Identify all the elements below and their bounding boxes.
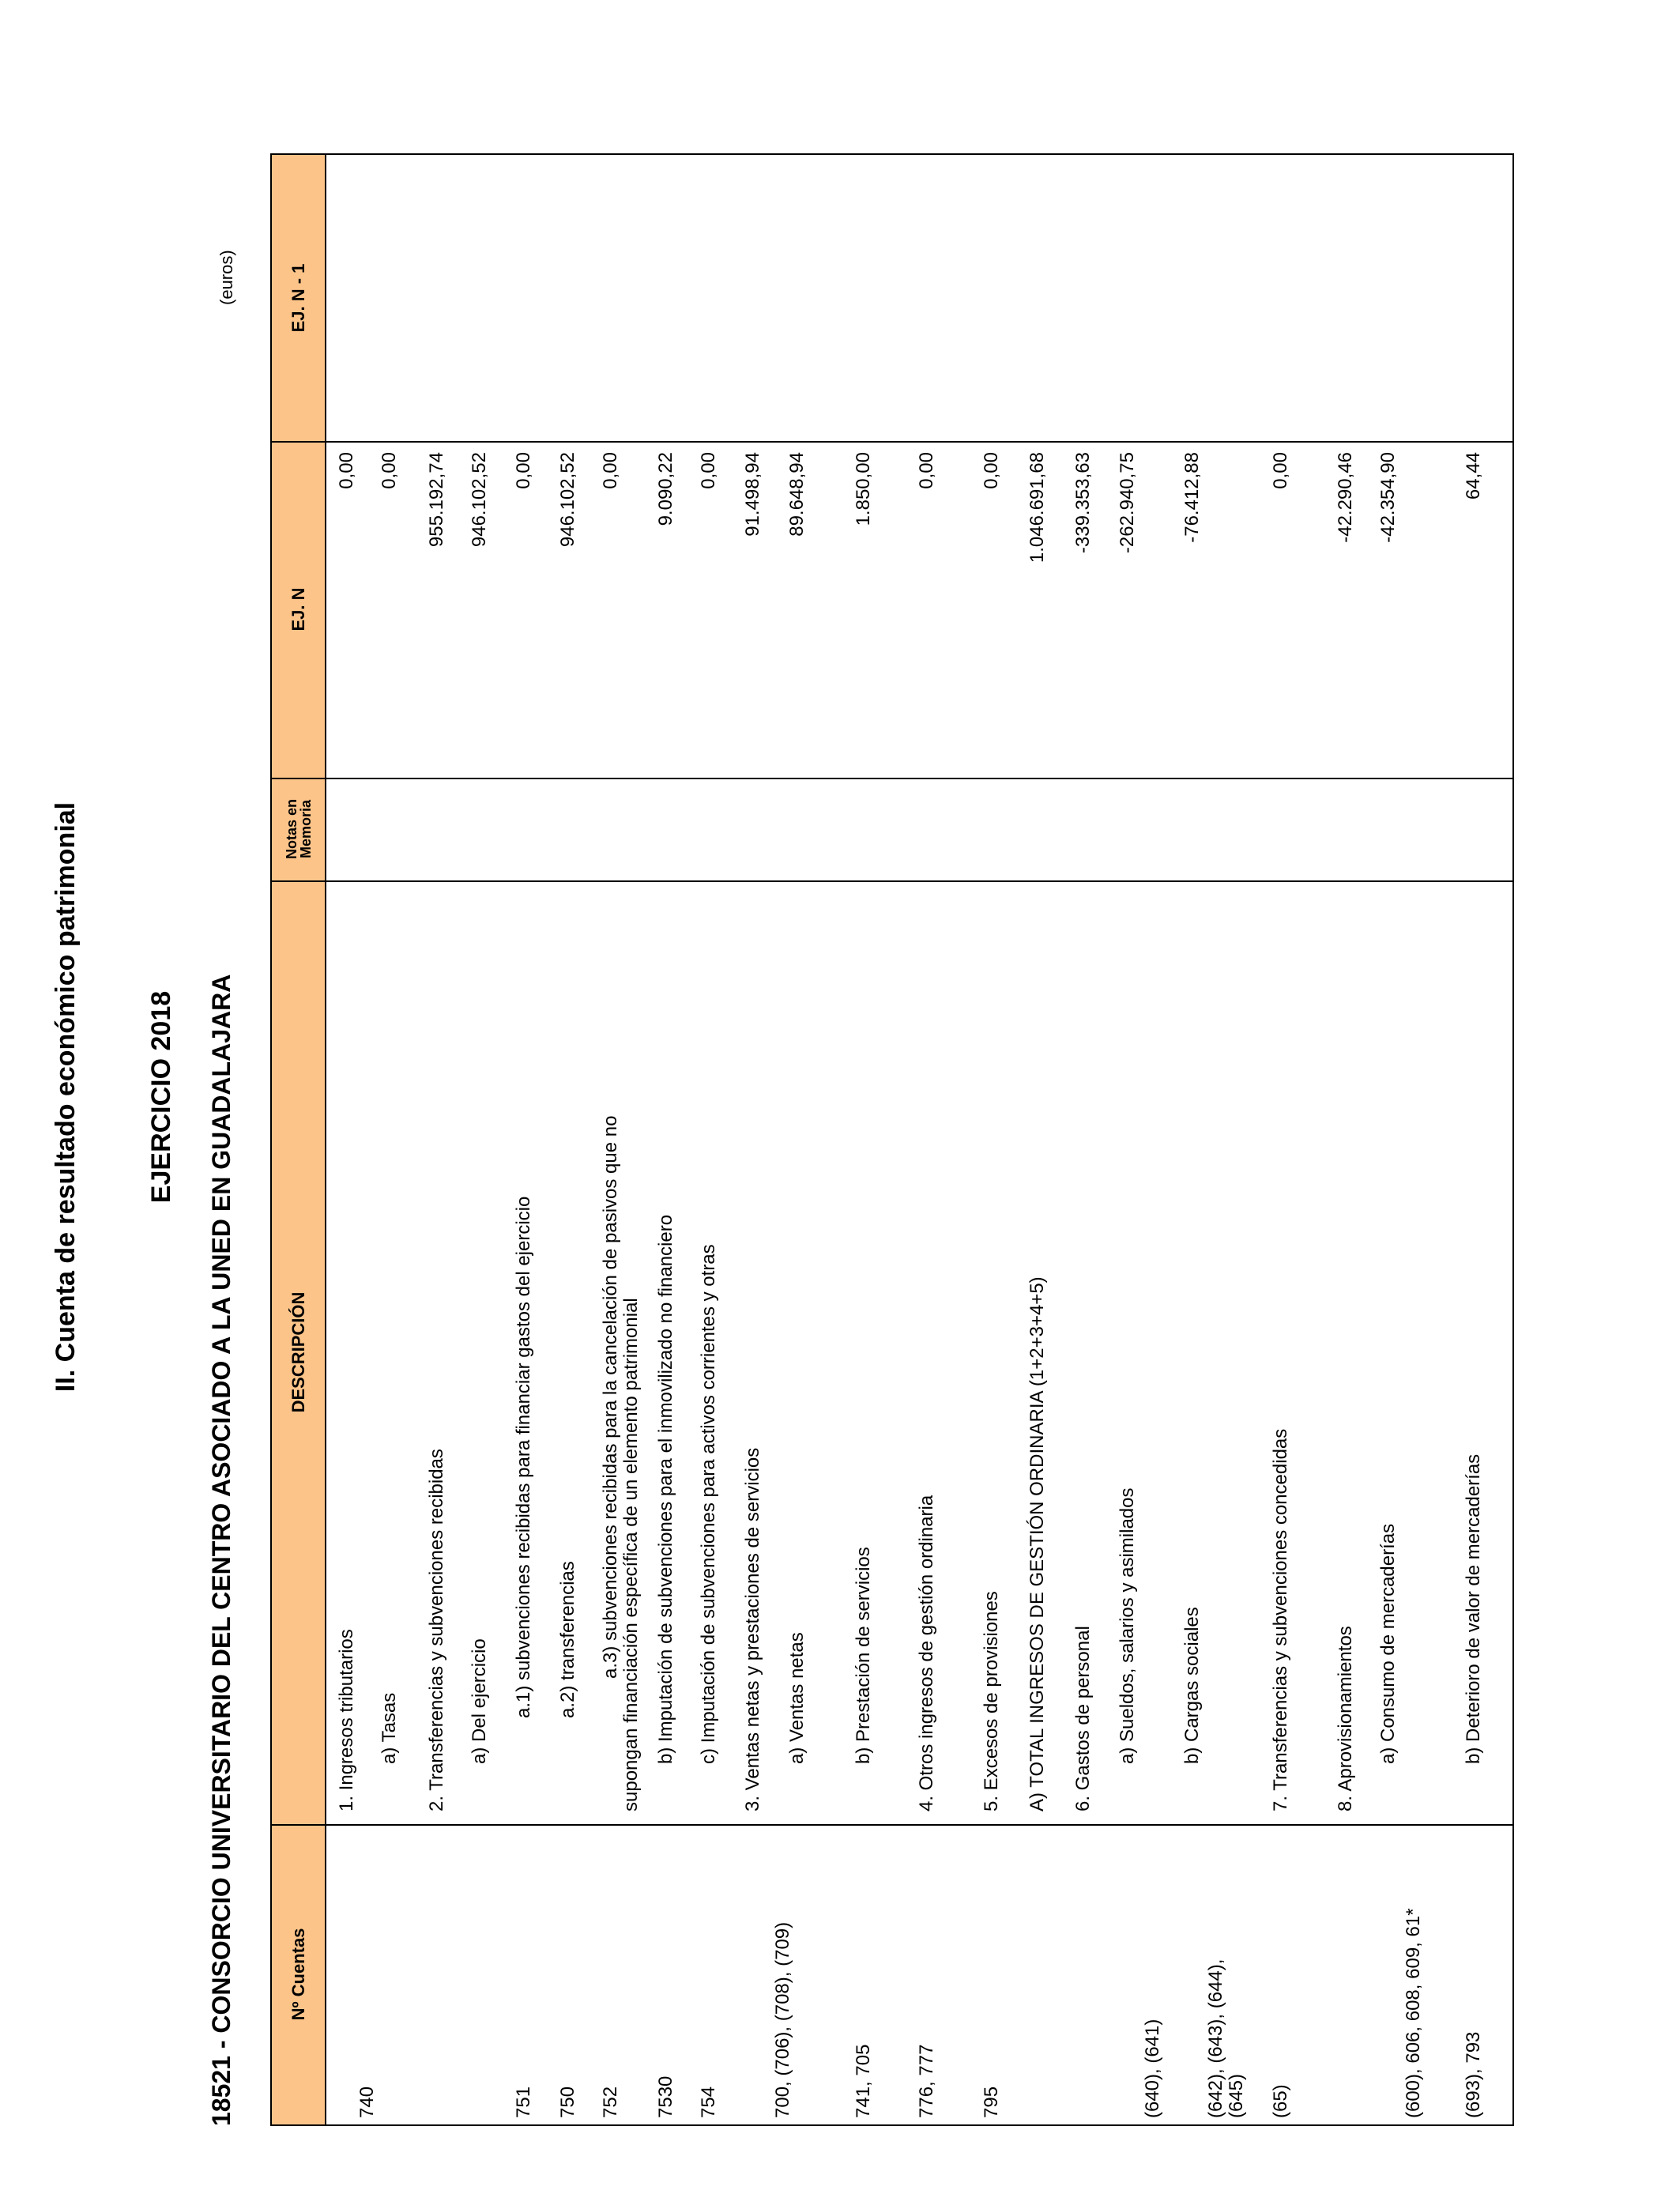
header-cuentas: Nº Cuentas xyxy=(288,1928,308,2021)
row-ej-n: 0,00 xyxy=(336,452,357,489)
row-descripcion: 3. Ventas netas y prestaciones de servicios xyxy=(742,1447,763,1811)
row-cuentas: 776, 777 xyxy=(916,2044,937,2118)
row-ej-n: -42.290,46 xyxy=(1335,452,1356,543)
row-ej-n: 0,00 xyxy=(1270,452,1291,489)
row-descripcion: c) Imputación de subvenciones para activos corrientes y otras xyxy=(698,1244,719,1764)
units-label: (euros) xyxy=(217,250,236,305)
results-table xyxy=(270,153,1514,2126)
entity-name: 18521 - CONSORCIO UNIVERSITARIO DEL CENTRO ASOCIADO A LA UNED EN GUADALAJARA xyxy=(207,974,235,2126)
row-cuentas: 700, (706), (708), (709) xyxy=(772,1921,793,2118)
row-ej-n: 1.850,00 xyxy=(853,452,874,526)
row-ej-n: 0,00 xyxy=(513,452,534,489)
row-descripcion: 2. Transferencias y subvenciones recibidas xyxy=(426,1449,447,1811)
row-descripcion: b) Cargas sociales xyxy=(1181,1607,1203,1764)
report-title: II. Cuenta de resultado económico patrimonial xyxy=(51,801,81,1393)
row-cuentas: (693), 793 xyxy=(1463,2031,1484,2118)
row-descripcion xyxy=(601,887,642,1811)
row-cuentas: (642), (643), (644), (645) xyxy=(1205,1958,1247,2118)
column-divider-ej-n xyxy=(272,441,1512,778)
row-ej-n: -76.412,88 xyxy=(1181,452,1203,543)
row-ej-n: -262.940,75 xyxy=(1117,452,1138,554)
row-descripcion: a.1) subvenciones recibidas para financiar gastos del ejercicio xyxy=(513,1196,534,1718)
row-cuentas: 741, 705 xyxy=(853,2044,874,2118)
row-ej-n: 946.102,52 xyxy=(557,452,578,548)
row-cuentas: 754 xyxy=(698,2086,719,2118)
row-ej-n: 0,00 xyxy=(698,452,719,489)
header-ej-n: EJ. N xyxy=(288,587,308,631)
row-descripcion: 4. Otros ingresos de gestión ordinaria xyxy=(916,1495,937,1811)
row-descripcion: a) Consumo de mercaderías xyxy=(1377,1523,1399,1764)
row-cuentas: (640), (641) xyxy=(1142,2019,1163,2118)
row-ej-n: 0,00 xyxy=(600,452,621,489)
column-divider-cuentas xyxy=(272,1824,1512,2124)
row-descripcion-line2: supongan financiación específica de un elemento patrimonial xyxy=(620,1298,642,1811)
row-descripcion-line1: a.3) subvenciones recibidas para la cancelación de pasivos que no xyxy=(600,1115,621,1679)
row-ej-n: 1.046.691,68 xyxy=(1026,452,1048,564)
row-ej-n: -42.354,90 xyxy=(1377,452,1399,543)
row-ej-n: 89.648,94 xyxy=(786,452,808,537)
header-notas-line2: Memoria xyxy=(297,799,314,859)
row-cuentas: 7530 xyxy=(655,2075,676,2118)
column-divider-ej-n1 xyxy=(272,155,1512,441)
row-cuentas: (65) xyxy=(1270,2084,1291,2118)
row-ej-n: -339.353,63 xyxy=(1072,452,1094,554)
row-descripcion: a) Sueldos, salarios y asimilados xyxy=(1117,1487,1138,1764)
row-ej-n: 9.090,22 xyxy=(655,452,676,526)
row-cuentas: 752 xyxy=(600,2086,621,2118)
row-ej-n: 946.102,52 xyxy=(469,452,490,548)
row-descripcion: b) Prestación de servicios xyxy=(853,1547,874,1764)
row-descripcion: b) Deterioro de valor de mercaderías xyxy=(1463,1453,1484,1764)
row-ej-n: 64,44 xyxy=(1463,452,1484,500)
header-notas-line1: Notas en xyxy=(283,798,299,860)
row-ej-n: 0,00 xyxy=(916,452,937,489)
row-descripcion: 6. Gastos de personal xyxy=(1072,1626,1094,1811)
row-descripcion: a.2) transferencias xyxy=(557,1561,578,1718)
row-descripcion: 5. Excesos de provisiones xyxy=(981,1591,1002,1811)
row-descripcion: 7. Transferencias y subvenciones concedidas xyxy=(1270,1428,1291,1811)
row-descripcion: 1. Ingresos tributarios xyxy=(336,1629,357,1811)
row-ej-n: 955.192,74 xyxy=(426,452,447,548)
header-ej-n1: EJ. N - 1 xyxy=(288,263,308,333)
row-descripcion: a) Ventas netas xyxy=(786,1632,808,1764)
row-ej-n: 0,00 xyxy=(379,452,400,489)
row-cuentas: 751 xyxy=(513,2086,534,2118)
row-descripcion: a) Del ejercicio xyxy=(469,1638,490,1764)
column-divider-notas xyxy=(272,778,1512,880)
row-cuentas: 795 xyxy=(981,2086,1002,2118)
exercise-subtitle: EJERCICIO 2018 xyxy=(146,990,176,1204)
row-cuentas: 750 xyxy=(557,2086,578,2118)
row-descripcion: a) Tasas xyxy=(379,1692,400,1764)
header-descripcion: DESCRIPCIÓN xyxy=(288,1291,308,1413)
row-cuentas: (600), 606, 608, 609, 61* xyxy=(1403,1908,1424,2118)
row-descripcion: 8. Aprovisionamientos xyxy=(1335,1626,1356,1811)
row-descripcion: A) TOTAL INGRESOS DE GESTIÓN ORDINARIA (1+2+3+4+5) xyxy=(1026,1276,1048,1811)
row-ej-n: 91.498,94 xyxy=(742,452,763,537)
row-cuentas: 740 xyxy=(356,2086,378,2118)
row-descripcion: b) Imputación de subvenciones para el inmovilizado no financiero xyxy=(655,1214,676,1764)
row-ej-n: 0,00 xyxy=(981,452,1002,489)
header-notas xyxy=(272,778,325,880)
column-divider-descripcion xyxy=(272,880,1512,1824)
